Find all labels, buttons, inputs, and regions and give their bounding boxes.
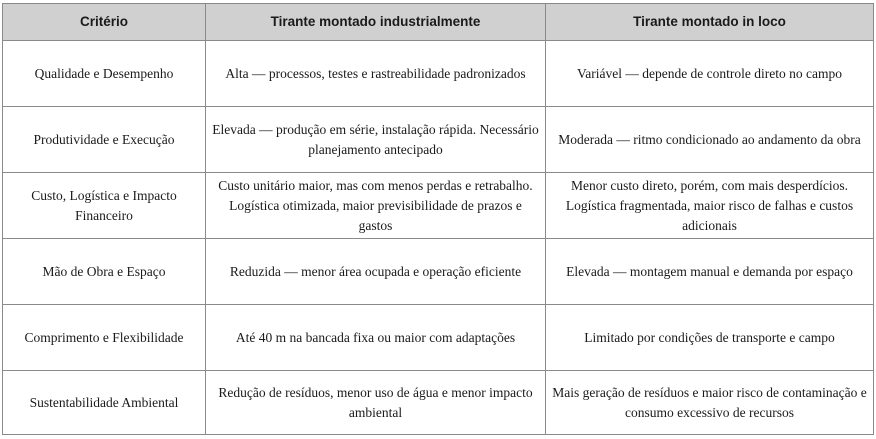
- industrial-cell: Alta — processos, testes e rastreabilidade padronizados: [206, 41, 546, 107]
- in-loco-cell: Menor custo direto, porém, com mais desperdícios. Logística fragmentada, maior risco de falhas e custos adicionais: [546, 173, 874, 239]
- header-criterio: Critério: [3, 4, 206, 41]
- table-row: [3, 173, 874, 239]
- in-loco-cell: Variável — depende de controle direto no campo: [546, 41, 874, 107]
- in-loco-cell: Limitado por condições de transporte e campo: [546, 305, 874, 371]
- in-loco-cell: Mais geração de resíduos e maior risco de contaminação e consumo excessivo de recursos: [546, 371, 874, 435]
- criterion-cell: Custo, Logística e Impacto Financeiro: [3, 173, 206, 239]
- industrial-cell: Elevada — produção em série, instalação rápida. Necessário planejamento antecipado: [206, 107, 546, 173]
- criterion-cell: Qualidade e Desempenho: [3, 41, 206, 107]
- industrial-cell: Reduzida — menor área ocupada e operação eficiente: [206, 239, 546, 305]
- table-row: [3, 239, 874, 305]
- table-row: [3, 41, 874, 107]
- industrial-cell: Redução de resíduos, menor uso de água e menor impacto ambiental: [206, 371, 546, 435]
- criterion-cell: Mão de Obra e Espaço: [3, 239, 206, 305]
- in-loco-cell: Moderada — ritmo condicionado ao andamento da obra: [546, 107, 874, 173]
- table-row: [3, 107, 874, 173]
- in-loco-cell: Elevada — montagem manual e demanda por espaço: [546, 239, 874, 305]
- table-row: [3, 305, 874, 371]
- criterion-cell: Produtividade e Execução: [3, 107, 206, 173]
- criterion-cell: Sustentabilidade Ambiental: [3, 371, 206, 435]
- criterion-cell: Comprimento e Flexibilidade: [3, 305, 206, 371]
- industrial-cell: Até 40 m na bancada fixa ou maior com adaptações: [206, 305, 546, 371]
- comparison-table: [2, 3, 874, 435]
- header-row: [3, 4, 874, 41]
- header-in-loco: Tirante montado in loco: [546, 4, 874, 41]
- header-industrial: Tirante montado industrialmente: [206, 4, 546, 41]
- industrial-cell: Custo unitário maior, mas com menos perdas e retrabalho. Logística otimizada, maior previsibilidade de prazos e gastos: [206, 173, 546, 239]
- table-row: [3, 371, 874, 435]
